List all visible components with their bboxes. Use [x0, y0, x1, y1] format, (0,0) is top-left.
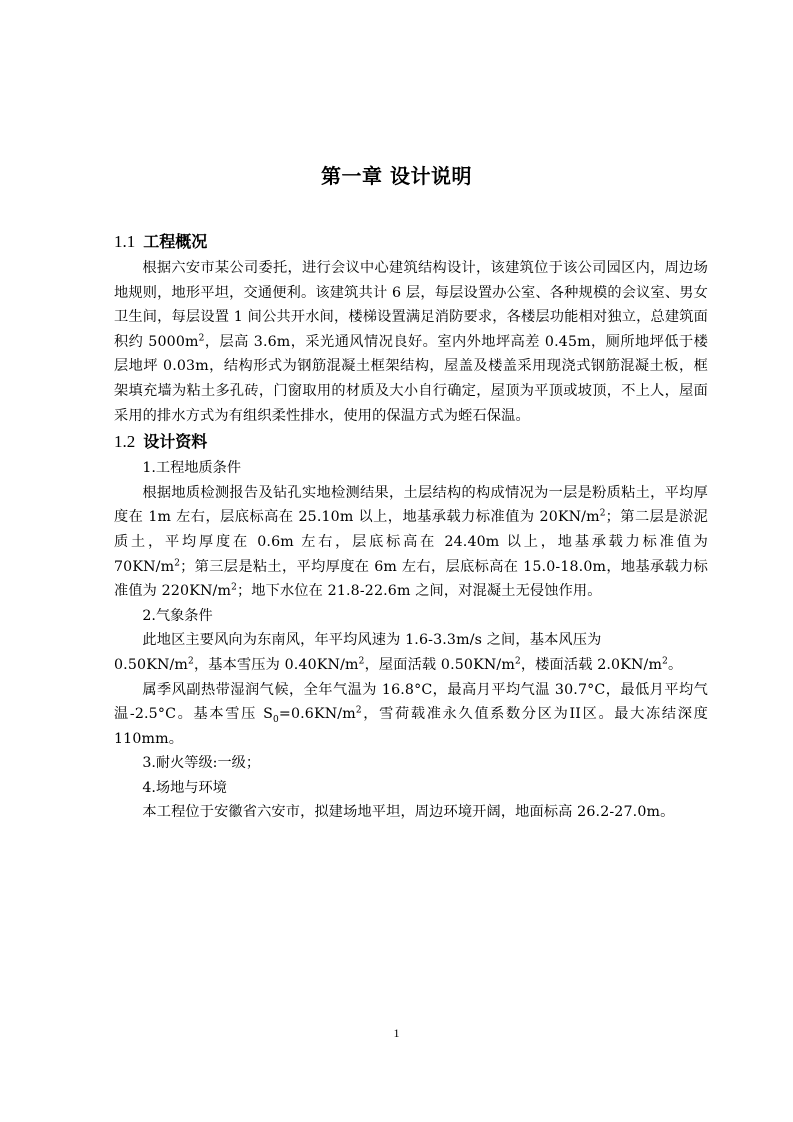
- superscript: 2: [174, 557, 181, 568]
- text-run: 根据六安市某公司委托，进行会议中心建筑结构设计，该建筑位于该公司园区内，周边场地规则，地形平坦，交通便利。该建筑共计 6 层，每层设置办公室、各种规模的会议室、男女卫生间，每层设置 1 间公共开水间，楼梯设置满足消防要求，各楼层功能相对独立，总建筑面积约 5000m: [114, 260, 708, 350]
- superscript: 2: [188, 656, 194, 667]
- item-fire-rating: 3.耐火等级:一级；: [142, 755, 261, 772]
- superscript: 2: [599, 508, 606, 519]
- wind-paragraph-line1: 此地区主要风向为东南风，年平均风速为 1.6-3.3m/s 之间，基本风压为: [142, 632, 602, 649]
- item-weather-heading: 2.气象条件: [142, 607, 213, 624]
- superscript: 2: [514, 656, 521, 667]
- wind-paragraph-line2: [114, 653, 708, 678]
- superscript: 2: [662, 656, 668, 667]
- climate-paragraph: [114, 678, 708, 752]
- text-run: ；地下水位在 21.8-22.6m 之间，对混凝土无侵蚀作用。: [236, 583, 602, 600]
- superscript: 2: [231, 582, 237, 593]
- subscript: 0: [273, 714, 279, 725]
- document-body: [114, 228, 708, 825]
- superscript: 2: [198, 333, 205, 344]
- project-overview-paragraph: [114, 256, 708, 428]
- page-number: 1: [393, 1026, 400, 1040]
- text-run: =0.6KN/m: [278, 706, 356, 723]
- text-run: ，屋面活载 0.50KN/m: [364, 656, 515, 673]
- item-site-heading: 4.场地与环境: [142, 779, 227, 796]
- text-run: ；第三层是粘土，平均厚度在 6m 左右，层底标高在 15.0-18.0m，地基承载力标准值为 220KN/m: [114, 558, 708, 600]
- section-title: 设计资料: [143, 432, 208, 452]
- text-run: ，雪荷载准永久值系数分区为II区。最大冻结深度 110mm。: [114, 706, 708, 747]
- text-run: ，基本雪压为 0.40KN/m: [193, 656, 359, 673]
- section-number: 1.2: [114, 432, 136, 452]
- site-paragraph: 本工程位于安徽省六安市，拟建场地平坦，周边环境开阔，地面标高 26.2-27.0m。: [142, 804, 675, 821]
- section-title: 工程概况: [143, 232, 208, 251]
- text-run: ；第二层是淤泥质土，平均厚度在 0.6m 左右，层底标高在 24.40m 以上，地基承载力标准值为 70KN/m: [114, 509, 708, 575]
- superscript: 2: [355, 705, 362, 716]
- text-run: 0.50KN/m: [114, 656, 189, 673]
- item-geology-heading: 1.工程地质条件: [142, 460, 242, 477]
- text-run: 属季风副热带湿润气候，全年气温为 16.8°C，最高月平均气温 30.7°C，最低月平均气温-2.5°C。基本雪压 S: [114, 681, 708, 723]
- geology-paragraph: [114, 481, 708, 604]
- chapter-title: 第一章 设计说明: [321, 164, 472, 188]
- section-heading-1-1: [114, 228, 708, 256]
- text-run: 根据地质检测报告及钻孔实地检测结果，土层结构的构成情况为一层是粉质粘土，平均厚度在 1m 左右，层底标高在 25.10m 以上，地基承载力标准值为 20KN/m: [114, 484, 708, 526]
- superscript: 2: [358, 656, 365, 667]
- section-heading-1-2: [114, 428, 708, 456]
- text-run: ，层高 3.6m，采光通风情况良好。室内外地坪高差 0.45m，厕所地坪低于楼层地坪 0.03m，结构形式为钢筋混凝土框架结构，屋盖及楼盖采用现浇式钢筋混凝土板，框架填充墙为粘土多孔砖，门窗取用的材质及大小自行确定，屋顶为平顶或坡顶，不上人，屋面采用的排水方式为有组织柔性排水，使用的保温方式为蛭石保温。: [114, 333, 708, 424]
- section-number: 1.1: [114, 232, 136, 251]
- text-run: ，楼面活载 2.0KN/m: [520, 656, 663, 673]
- text-run: 。: [667, 656, 683, 673]
